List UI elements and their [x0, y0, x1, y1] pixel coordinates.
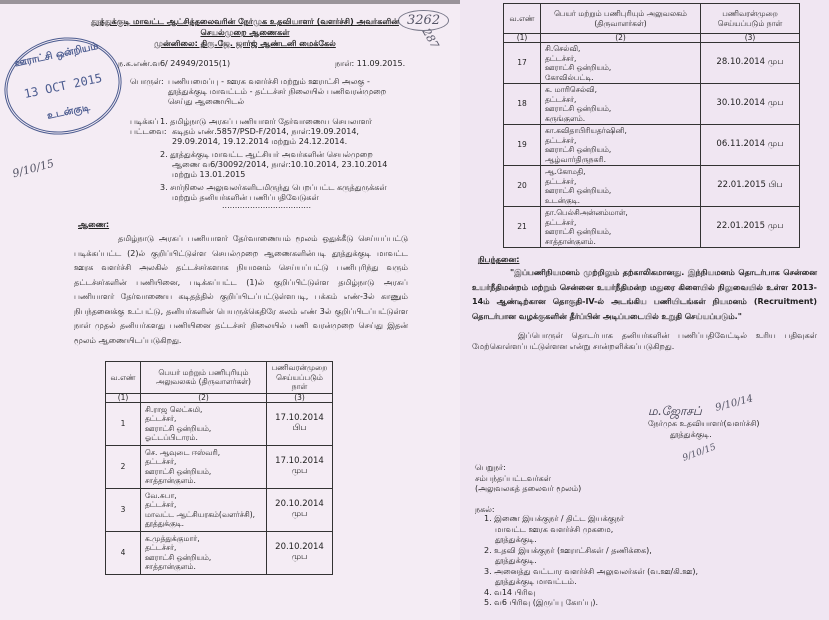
serial-number: 18 [504, 84, 541, 125]
copy-item: மாவட்ட ஊரக வளர்ச்சி முகமை, [495, 524, 614, 534]
to-label: பெறுநர்: [475, 463, 506, 472]
copy-item: 1. இணை இயக்குநர் / திட்ட இயக்குநர் [484, 514, 625, 523]
appointment-table-left [105, 361, 333, 575]
cell-line: தட்டச்சர், [545, 53, 577, 63]
serial-number: 17 [504, 43, 541, 84]
read-item: கடிதம் எண்.5857/PSD-F/2014, நாள்:19.09.2014, [172, 127, 359, 136]
copy-label: நகல்: [475, 505, 495, 514]
regularisation-date: 28.10.2014 முப [701, 43, 800, 84]
order-date: நாள்: 11.09.2015. [335, 59, 406, 68]
cell-line: சாத்தான்குளம். [145, 476, 196, 485]
order-paragraph: தமிழ்நாடு அரசுப் பணியாளர் தேர்வாணையம் மூலம் ஒதுக்கீடு செய்யப்பட்டு படிக்கப்பட்ட (2)ல் குறிப்பிட்டுள்ள செயல்முறை ஆணைகளின்படி தூத்துக்குடி மாவட்ட ஊரக வளர்ச்சி அலகில் தட்டச்சர்களாக நியமனம் செய்யப்பட்டு பணிபுரிந்து வரும் தட்டச்சர்களின் பணியினை, படிக்கப்பட்ட (1)ல் குறிப்பிட்டுள்ள தமிழ்நாடு அரசுப் பணியாளர் தேர்வாணைய கடிதத்தில் குறிப்பிடப்பட்டுள்ளபடி, பக்கம் எண்-3ல் காணும் நிபந்தனைக்கு உட்பட்டு, தனியர்களின் பெயருக்கெதிரே கலம் எண் 3ல் குறிப்பிடப்பட்டுள்ள நாள் முதல் தனியர்களது பணியினை தட்டச்சர் நிலையில் பணி வரன்முறை செய்து இதன் மூலம் ஆணையிடப்படுகிறது. [74, 234, 408, 345]
cell-line: ஊராட்சி ஒன்றியம், [545, 186, 612, 195]
column-header: வ.எண் [106, 362, 141, 394]
read-item: 1. தமிழ்நாடு அரசுப் பணியாளர் தேர்வாணைய செயலாளர் [160, 117, 373, 126]
column-index: (1) [106, 393, 141, 402]
name-and-office [541, 166, 701, 207]
cell-line: தட்டச்சர், [145, 543, 177, 552]
copy-item: தூத்துக்குடி மாவட்டம். [495, 577, 577, 586]
signatory-title: நேர்முக உதவியாளர்(வளர்ச்சி) [648, 419, 760, 428]
cell-line: சாத்தான்குளம். [145, 562, 196, 571]
name-and-office [141, 402, 267, 445]
table-row [504, 84, 800, 125]
cell-line: தட்டச்சர், [545, 135, 577, 145]
cell-line: ஓட்டப்பிடாரம். [145, 433, 198, 442]
regularisation-date: 22.01.2015 பிப [701, 166, 800, 207]
cell-line: க.முத்துக்குமார், [145, 533, 200, 543]
header-title: தூத்துக்குடி மாவட்ட ஆட்சித்தலைவரின் நேர்முக உதவியாளர் (வளர்ச்சி) அவர்களின் [91, 17, 399, 26]
reference-number: ந.க.எண்.வ6/ 24949/2015(1) [118, 59, 231, 68]
name-and-office [141, 445, 267, 488]
regularisation-date: 30.10.2014 முப [701, 84, 800, 125]
column-header: பணிவரன்முறை செய்யப்படும் நாள் [267, 362, 333, 394]
regularisation-date: 17.10.2014 பிப [267, 402, 333, 445]
condition-paragraph: "இப்பணிநியமனம் முற்றிலும் தற்காலிகமானது. இந்நியமனம் தொடர்பாக சென்னை உயர்நீதிமன்றம் மற்றும் சென்னை உயர்நீதிமன்ற மதுரை கிளையில் நிலுவையில் உள்ள 2013-14ம் ஆண்டிற்கான தொகுதி-IV-ல் அடங்கிய பணியிடங்கள் நியமனம் (Recruitment) தொடர்பான வழக்குகளின் தீர்ப்பின் அடிப்படையில் உறுதி செய்யப்படும்." [472, 268, 817, 321]
cell-line: உடன்குடி. [545, 195, 581, 205]
cell-line: க. மாரிசெல்வி, [545, 85, 598, 94]
handwritten-file-number: 3262 [398, 10, 449, 31]
cell-line: ஊராட்சி ஒன்றியம், [545, 227, 612, 236]
name-and-office [141, 531, 267, 574]
certification-paragraph: இப்பொருள் தொடர்பாக தனியர்களின் பணிப்பதிவேட்டில் உரிய பதிவுகள் மேற்கொள்ளப்பட்டுள்ளன என்று சான்றளிக்கப்படுகிறது. [472, 331, 817, 351]
serial-number: 3 [106, 488, 141, 531]
cell-line: செ. ஆவுடை ஈஸ்வரி, [145, 447, 221, 457]
serial-number: 21 [504, 207, 541, 248]
to-line: சம்பந்தப்பட்டவர்கள் [475, 474, 551, 483]
stamp-bottom-text: உடன்குடி [46, 102, 91, 122]
table-row [504, 43, 800, 84]
subject-line: செய்து ஆணையிடல் [168, 97, 245, 106]
cell-line: சி.ராஜ லெட்சுமி, [145, 404, 203, 414]
column-index: (2) [141, 393, 267, 402]
column-header: வ.எண் [504, 4, 541, 34]
order-label: ஆணை: [78, 220, 110, 229]
cell-line: தட்டச்சர், [145, 500, 177, 509]
table-row [504, 207, 800, 248]
handwritten-date: 9/10/15 [11, 156, 56, 181]
signature-date: 9/10/14 [714, 393, 755, 414]
regularisation-date: 06.11.2014 முப [701, 125, 800, 166]
signatory-place: தூத்துக்குடி. [670, 430, 712, 439]
table-row [106, 531, 333, 574]
cell-line: கா.கவிதாபிரியதர்ஷினி, [545, 126, 627, 135]
regularisation-date: 20.10.2014 முப [267, 531, 333, 574]
cell-line: தட்டச்சர், [145, 457, 177, 466]
copy-item: தூத்துக்குடி. [495, 535, 537, 544]
serial-number: 4 [106, 531, 141, 574]
copy-item: 5. வ6 பிரிவு (இருப்பு கோப்பு). [484, 598, 599, 607]
read-item: ஆணை வ6/30092/2014, நாள்:10.10.2014, 23.10.2014 [172, 160, 388, 169]
cell-line: ஊராட்சி ஒன்றியம், [145, 552, 212, 562]
header-subtitle: செயல்முறை ஆணைகள் [200, 28, 290, 37]
copy-item: 3. அனைத்து வட்டார வளர்ச்சி அலுவலர்கள் (வ.ஊ/கி.ஊ), [484, 566, 699, 576]
stamp-top-text: ஊராட்சி ஒன்றியம் [13, 40, 100, 70]
copy-item: 4. வ14 பிரிவு [484, 587, 536, 597]
regularisation-date: 20.10.2014 முப [267, 488, 333, 531]
serial-number: 20 [504, 166, 541, 207]
table-row [106, 445, 333, 488]
cell-line: தட்டச்சர், [545, 217, 577, 227]
cell-line: ஊராட்சி ஒன்றியம், [545, 63, 612, 72]
cell-line: ஊராட்சி ஒன்றியம், [545, 145, 612, 154]
cell-line: வே.சுபா, [145, 490, 177, 500]
cell-line: ஊராட்சி ஒன்றியம், [545, 104, 612, 113]
name-and-office [541, 43, 701, 84]
column-index: (2) [541, 34, 701, 43]
cell-line: ஆ.கோமதி, [545, 167, 586, 176]
read-item: 29.09.2014, 19.12.2014 மற்றும் 24.12.2014. [172, 137, 348, 146]
table-row [106, 488, 333, 531]
condition-label: நிபந்தனை: [478, 255, 520, 264]
column-header: பணிவரன்முறை செய்யப்படும் நாள் [701, 4, 800, 34]
table-row [106, 402, 333, 445]
copy-list [484, 514, 698, 609]
read-item: மற்றும் தனியர்களின் பணிப்பதிவேடுகள் [172, 193, 319, 202]
name-and-office [541, 125, 701, 166]
serial-number: 19 [504, 125, 541, 166]
signature: ம.ஜோசப் [648, 404, 702, 418]
name-and-office [141, 488, 267, 531]
to-line: (அலுவலகத் தலைவர் மூலம்) [475, 484, 582, 493]
read-item: 3. சார்நிலை அலுவலர்களிடமிருந்து பெறப்பட்ட கருத்துருக்கள் [160, 183, 387, 192]
name-and-office [541, 207, 701, 248]
subject-line: தூத்துக்குடி மாவட்டம் - தட்டச்சர் நிலையில் பணிவரன்முறை [168, 87, 387, 96]
subject-label: பொருள்: [130, 77, 164, 86]
table-row [504, 125, 800, 166]
serial-number: 2 [106, 445, 141, 488]
handwritten-note: 287 [419, 26, 442, 51]
cell-line: சி.செல்வி, [545, 44, 581, 53]
cell-line: தட்டச்சர், [545, 176, 577, 186]
cell-line: தட்டச்சர், [545, 94, 577, 104]
name-and-office [541, 84, 701, 125]
column-index: (1) [504, 34, 541, 43]
cell-line: சாத்தான்குளம். [545, 236, 596, 246]
table-row [504, 166, 800, 207]
serial-number: 1 [106, 402, 141, 445]
cell-line: ஊராட்சி ஒன்றியம், [145, 466, 212, 476]
copy-item: 2. உதவி இயக்குநர் (ஊராட்சிகள் / தணிக்கை), [484, 545, 652, 555]
subject-line: பணியமைப்பு - ஊரக வளர்ச்சி மற்றும் ஊராட்சி அலகு - [168, 77, 370, 86]
read-item: மற்றும் 13.01.2015 [172, 170, 246, 179]
regularisation-date: 17.10.2014 முப [267, 445, 333, 488]
header-presence: முன்னிலை: திரு.ஜே. ஜார்ஜ் ஆண்டனி மைக்கேல் [154, 39, 336, 48]
read-item: 2. தூத்துக்குடி மாவட்ட ஆட்சியர் அவர்களின் செயல்முறை [160, 150, 373, 159]
column-index: (3) [267, 393, 333, 402]
appointment-table-right [503, 3, 800, 248]
cell-line: ஆழ்வார்திருநகரி. [545, 154, 607, 164]
divider: ................................... [222, 201, 312, 210]
cell-line: கோவில்பட்டி. [545, 72, 594, 82]
column-index: (3) [701, 34, 800, 43]
cell-line: தூத்துக்குடி. [145, 519, 185, 528]
cell-line: ஊராட்சி ஒன்றியம், [145, 423, 212, 433]
column-header: பெயர் மற்றும் பணிபுரியும் அலுவலகம் (திருவாளர்கள்) [541, 4, 701, 34]
copy-item: தூத்துக்குடி. [495, 556, 537, 565]
initials: 9/10/15 [681, 442, 718, 464]
cell-line: தா.பெல்சிஅன்னம்மாள், [545, 208, 628, 217]
regularisation-date: 22.01.2015 முப [701, 207, 800, 248]
document-page-right [460, 0, 829, 620]
read-label: பட்டவை: [130, 127, 167, 136]
read-label: படிக்கப் [130, 117, 159, 126]
cell-line: தட்டச்சர், [145, 414, 177, 423]
cell-line: மாவட்ட ஆட்சியரகம்(வளர்ச்சி), [145, 509, 256, 519]
column-header: பெயர் மற்றும் பணிபுரியும் அலுவலகம் (திருவாளர்கள்) [141, 362, 267, 394]
cell-line: கருங்குளம். [545, 113, 586, 123]
stamp-date: 13 OCT 2015 [22, 70, 104, 102]
